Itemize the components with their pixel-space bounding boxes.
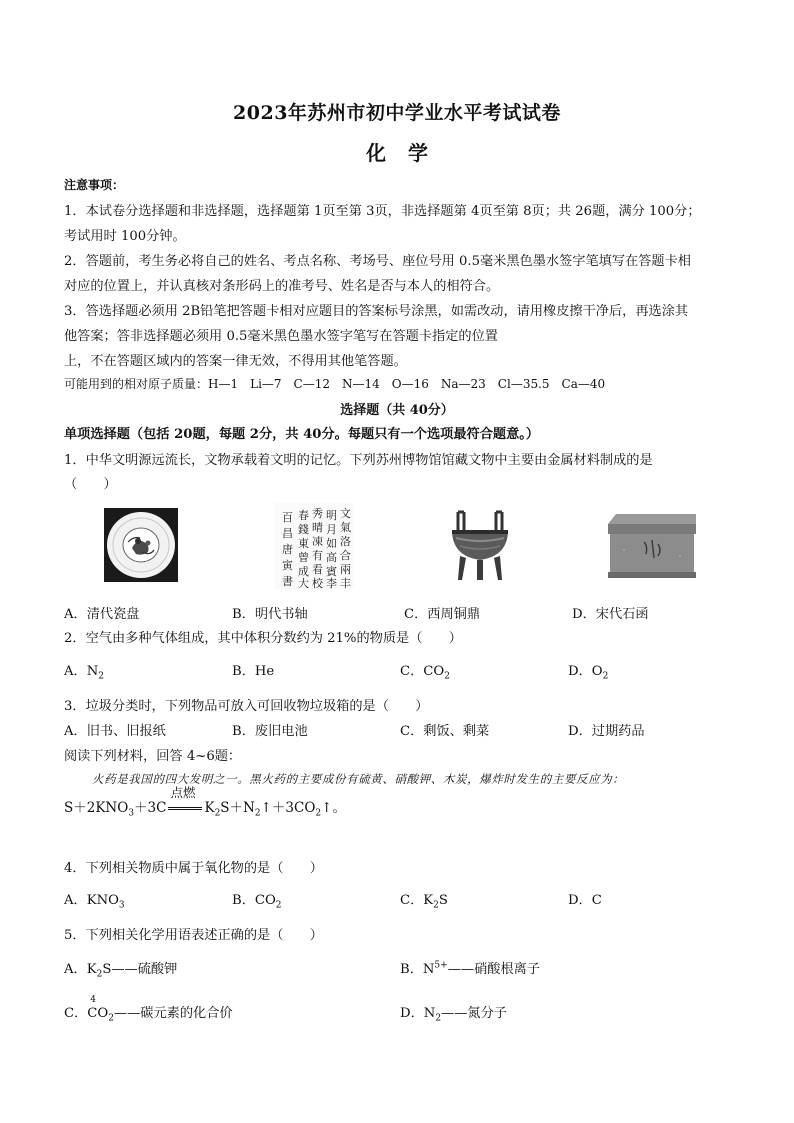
q4-stem: 4．下列相关物质中属于氧化物的是（ ） bbox=[64, 861, 323, 876]
svg-text:秀: 秀 bbox=[312, 507, 323, 520]
q1-option-b[interactable]: B．明代书轴 bbox=[232, 607, 308, 622]
svg-text:高: 高 bbox=[326, 551, 337, 564]
q4-option-b[interactable]: B．$CO_2$ bbox=[232, 893, 282, 911]
svg-text:兩: 兩 bbox=[340, 563, 351, 576]
svg-text:寅: 寅 bbox=[282, 559, 293, 572]
svg-text:明: 明 bbox=[326, 509, 337, 522]
q5-option-d[interactable]: D．$N_2——$氮分子 bbox=[400, 1006, 507, 1024]
svg-text:昌: 昌 bbox=[282, 527, 293, 540]
q5-option-a[interactable]: A．$K_2S——$硫酸钾 bbox=[64, 962, 178, 980]
reaction-equation: $S+2KNO_3+3C$ 点燃 $K_2S+N_2↑+3CO_2↑$。 bbox=[64, 785, 346, 819]
q1-stem: 1．中华文明源远流长，文物承载着文明的记忆。下列苏州博物馆馆藏文物中主要由金属材料制成的是 bbox=[64, 453, 653, 468]
svg-text:洛: 洛 bbox=[340, 535, 351, 548]
svg-text:春: 春 bbox=[298, 509, 309, 522]
reading-intro: 阅读下列材料，回答 4~6题： bbox=[64, 749, 242, 764]
q1-option-c[interactable]: C．西周铜鼎 bbox=[404, 607, 481, 622]
q1-option-d[interactable]: D．宋代石函 bbox=[572, 607, 649, 622]
svg-text:看: 看 bbox=[312, 563, 323, 576]
svg-text:丰: 丰 bbox=[340, 577, 351, 589]
q3-option-b[interactable]: B．废旧电池 bbox=[232, 724, 308, 739]
porcelain-plate-image bbox=[104, 508, 178, 582]
svg-text:合: 合 bbox=[340, 549, 351, 562]
svg-text:唐: 唐 bbox=[282, 543, 293, 556]
note-3c: 上，不在答题区域内的答案一律无效，不得用其他笔答题。 bbox=[64, 354, 407, 369]
svg-text:氣: 氣 bbox=[340, 521, 351, 534]
svg-text:錢: 錢 bbox=[298, 523, 309, 536]
note-2b: 对应的位置上，并认真核对条形码上的准考号、姓名是否与本人的相符合。 bbox=[64, 279, 500, 294]
svg-text:賓: 賓 bbox=[326, 565, 337, 578]
svg-text:文: 文 bbox=[340, 507, 351, 520]
q3-option-d[interactable]: D．过期药品 bbox=[568, 724, 645, 739]
q3-option-a[interactable]: A．旧书、旧报纸 bbox=[64, 724, 166, 739]
q2-option-d[interactable]: D．$O_2$ bbox=[568, 664, 609, 682]
svg-text:如: 如 bbox=[326, 537, 337, 550]
note-3b: 他答案；答非选择题必须用 0.5毫米黑色墨水签字笔写在答题卡指定的位置 bbox=[64, 329, 498, 344]
bronze-ding-image bbox=[444, 508, 516, 582]
svg-text:凍: 凍 bbox=[312, 535, 323, 548]
q4-option-d[interactable]: D．C bbox=[568, 893, 602, 908]
svg-text:晴: 晴 bbox=[312, 521, 323, 534]
section-title: 选择题（共 40分） bbox=[340, 403, 454, 418]
q5-option-c[interactable]: C． 4 $CO_2——$碳元素的化合价 bbox=[64, 995, 233, 1024]
stone-case-image bbox=[604, 510, 700, 582]
q5-stem: 5．下列相关化学用语表述正确的是（ ） bbox=[64, 928, 323, 943]
svg-text:月: 月 bbox=[326, 523, 337, 536]
q2-stem: 2．空气由多种气体组成，其中体积分数约为 21%的物质是（ ） bbox=[64, 631, 462, 646]
q4-option-a[interactable]: A．$KNO_3$ bbox=[64, 893, 125, 911]
svg-text:東: 東 bbox=[298, 537, 309, 550]
q1-blank: （ ） bbox=[64, 477, 117, 492]
q3-option-c[interactable]: C．剩饭、剩菜 bbox=[400, 724, 490, 739]
atomic-masses: 可能用到的相对原子质量：H—1 Li—7 C—12 N—14 O—16 Na—23 Cl—35.5 Ca—40 bbox=[64, 377, 606, 391]
svg-text:成: 成 bbox=[298, 565, 309, 578]
note-1a: 1．本试卷分选择题和非选择题，选择题第 1页至第 3页，非选择题第 4页至第 8页；共 26题，满分 100分； bbox=[64, 204, 701, 219]
svg-text:百: 百 bbox=[282, 511, 293, 524]
svg-text:書: 書 bbox=[282, 575, 293, 588]
reaction-condition: 点燃 bbox=[166, 800, 204, 816]
svg-text:大: 大 bbox=[298, 577, 309, 589]
svg-text:李: 李 bbox=[326, 577, 337, 589]
subject-title: 化学 bbox=[366, 141, 450, 165]
q5-option-b[interactable]: B．$N^{5+}——$硝酸根离子 bbox=[400, 960, 541, 977]
q2-option-b[interactable]: B．He bbox=[232, 664, 275, 679]
note-1b: 考试用时 100分钟。 bbox=[64, 229, 186, 244]
q2-option-c[interactable]: C．$CO_2$ bbox=[400, 664, 450, 682]
svg-text:校: 校 bbox=[312, 577, 323, 589]
q3-stem: 3．垃圾分类时，下列物品可放入可回收物垃圾箱的是（ ） bbox=[64, 699, 429, 714]
svg-text:曾: 曾 bbox=[298, 551, 309, 564]
notes-heading: 注意事项： bbox=[64, 178, 125, 192]
note-3a: 3．答选择题必须用 2B铅笔把答题卡相对应题目的答案标号涂黑，如需改动，请用橡皮擦干净后，再选涂其 bbox=[64, 304, 689, 319]
calligraphy-scroll-image bbox=[274, 503, 354, 589]
q1-option-a[interactable]: A．清代瓷盘 bbox=[64, 607, 140, 622]
page-title: 2023年苏州市初中学业水平考试试卷 bbox=[233, 102, 561, 124]
note-2a: 2．答题前，考生务必将自己的姓名、考点名称、考场号、座位号用 0.5毫米黑色墨水签字笔填写在答题卡相 bbox=[64, 254, 691, 269]
reading-material: 火药是我国的四大发明之一。黑火药的主要成份有硫黄、硝酸钾、木炭，爆炸时发生的主要反应为： bbox=[92, 772, 625, 786]
svg-text:有: 有 bbox=[312, 549, 323, 562]
q2-option-a[interactable]: A．$N_2$ bbox=[64, 664, 104, 682]
section-instruction: 单项选择题（包括 20题，每题 2分，共 40分。每题只有一个选项最符合题意。） bbox=[64, 427, 540, 442]
q4-option-c[interactable]: C．$K_2S$ bbox=[400, 893, 448, 911]
